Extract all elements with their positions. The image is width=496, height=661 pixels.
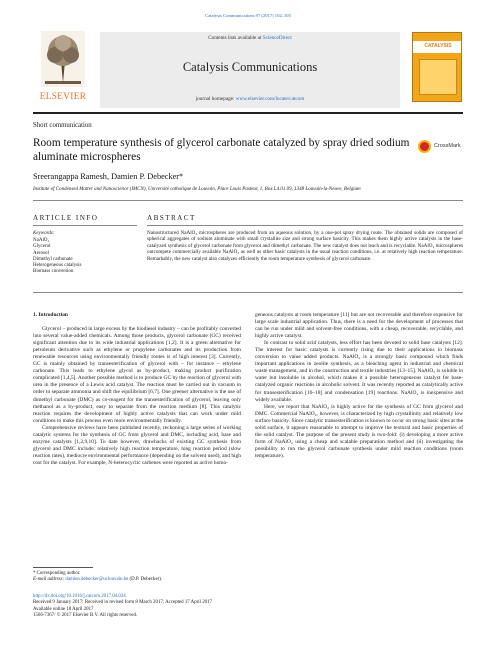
contents-line: Contents lists available at ScienceDirect — [208, 35, 292, 41]
keyword: Biomass conversion — [33, 269, 74, 275]
crossmark-label: CrossMark — [434, 143, 461, 149]
article-info-heading: ARTICLE INFO — [33, 214, 99, 222]
body-paragraph: Comprehensive reviews have been published recently, reckoning a large series of working catalytic systems for the synthesis of GC from glycerol and DMC, including acid, base and enzyme catalysts [1,2,9,10]. To date however, drawbacks of existing GC synthesis from glycerol and DMC include: relatively high reaction temperature, long reaction period (slow reaction rates), mediocre environmental performance (depending on the solvent used), and high cost for the catalyst. For example, N-heterocyclic carbenes were reported as active homo- — [33, 424, 241, 466]
header-rule — [33, 112, 463, 114]
body-column-left — [33, 312, 241, 467]
keyword: Aerosol — [33, 250, 49, 256]
keywords-list — [33, 238, 137, 276]
keyword: Dimethyl carbonate — [33, 256, 73, 262]
doi-link[interactable]: http://dx.doi.org/10.1016/j.catcom.2017.04.034 — [33, 594, 126, 599]
issn-copyright: 1566-7367/ © 2017 Elsevier B.V. All rights reserved. — [33, 612, 138, 618]
abstract-heading: ABSTRACT — [147, 214, 196, 222]
body-column-right — [255, 312, 463, 460]
elsevier-tree-icon — [41, 31, 85, 87]
homepage-link[interactable]: www.elsevier.com/locate/catcom — [235, 96, 305, 102]
email-line: E-mail address: damien.debecker@uclouvain.be (D.P. Debecker). — [33, 577, 163, 583]
footnote-rule — [33, 567, 93, 568]
divider — [33, 200, 463, 201]
body-paragraph: In contrast to solid acid catalysts, less effort has been devoted to solid base catalysts [12]. The interest for basic catalysts is currently rising due to their applications in biomass conversion to value added products. NaAlO₂ is a strongly basic compound which finds important applications in zeolite synthesis, as a bleaching agent in industrial and chemical waste management, and in the construction and textile industries [13–15]. NaAlO₂ is soluble in water but insoluble in alcohol, which makes it a possible heterogeneous catalyst for base-catalyzed organic reactions in alcoholic solvent. It was recently reported as catalytically active for transesterification [16–18] and condensation [19] reactions. NaAlO₂ is inexpensive and widely available. — [255, 340, 463, 403]
affiliation: Institute of Condensed Matter and Nanoscience (IMCN), Université catholique de Louvain, Place Louis Pasteur, 1, Box L4.01.09, 1348 Louvain-la-Neuve, Belgium — [33, 187, 361, 192]
cover-title: CATALYSIS — [424, 43, 452, 49]
elsevier-logo — [33, 27, 93, 107]
body-paragraph: geneous catalysts at room temperature [11] but are not recoverable and therefore expensive for large scale industrial application. Thus, there is a need for the development of processes that can be run under mild and solvent-free conditions, with a cheap, recoverable, recyclable, and highly active catalyst. — [255, 312, 463, 340]
section-heading: 1. Introduction — [33, 312, 68, 318]
publication-info — [33, 594, 333, 619]
divider — [147, 225, 463, 226]
keyword: Heterogeneous catalysis — [33, 263, 82, 269]
body-paragraph: Glycerol – produced in large excess by the biodiesel industry – can be profitably converted into several value-added chemicals. Among those products, glycerol carbonate (GC) received significant attention due to its wide industrial applications [1,2]. It is a green alternative for petroleum derivative such as ethylene or propylene carbonates and its production from renewable resources using environmentally friendly routes is of high interest [3]. Currently, GC is mainly obtained by transesterification of glycerol with – for instance – ethylene carbonate. This leads to ethylene glycol as by-product, making product purification complicated [1,4,5]. Another possible method is to produce GC by the reaction of glycerol with urea in the presence of a Lewis acid catalyst. The reaction must be carried out in vacuum in order to separate ammonia and shift the equilibrium [6,7]. One greener alternative is the use of dimethyl carbonate (DMC) as co-reagent for the transesterification of glycerol, leaving only methanol as a by-product, easy to separate from the reaction medium [8]. This catalytic reaction requires the development of highly active catalysts that can work under mild conditions to make this process even more environmentally friendly. — [33, 326, 241, 424]
journal-title: Catalysis Communications — [182, 60, 318, 74]
elsevier-wordmark: ELSEVIER — [39, 91, 87, 101]
online-date: Available online 18 April 2017 — [33, 606, 94, 612]
authors: Sreerangappa Ramesh, Damien P. Debecker* — [33, 172, 184, 181]
crossmark-badge[interactable] — [418, 140, 464, 154]
journal-homepage: journal homepage: www.elsevier.com/locate/catcom — [195, 96, 305, 102]
received-dates: Received 9 January 2017; Received in revised form 8 March 2017; Accepted 17 April 2017 — [33, 600, 213, 606]
sciencedirect-link[interactable]: ScienceDirect — [262, 35, 292, 41]
divider — [33, 292, 463, 293]
body-paragraph: Here, we report that NaAlO₂ is highly active for the synthesis of GC from glycerol and DMC. Commercial NaAlO₂, however, is characterized by high crystallinity and relatively low surface basicity. Since catalytic transesterification is known to occur on strong basic sites at the solid surface, it appears reasonable to attempt to improve the textural and basic properties of the solid catalyst. The purpose of the present study is two-fold: (i) developing a more active form of NaAlO₂ using a cheap and scalable preparation method and (ii) investigating the possibility to run the glycerol carbonate synthesis under mild reaction conditions (room temperature). — [255, 403, 463, 459]
journal-reference[interactable]: Catalysis Communications 97 (2017) 102–105 — [205, 13, 291, 18]
footnote — [33, 571, 283, 584]
email-link[interactable]: damien.debecker@uclouvain.be — [65, 577, 129, 583]
journal-cover-image — [412, 32, 462, 102]
keyword: NaAlO₂ — [33, 238, 50, 243]
keyword: Glycerol — [33, 244, 51, 250]
article-title: Room temperature synthesis of glycerol carbonate catalyzed by spray dried sodium aluminate microspheres — [33, 137, 410, 163]
abstract-text: Nanostructured NaAlO₂ microspheres are produced from an aqueous solution, by a one-pot spray drying route. The obtained solids are composed of spherical aggregates of sodium aluminate with small crystallite size and strong surface basicity. This makes them highly active catalysts in the base-catalyzed synthesis of glycerol carbonate from glycerol and dimethyl carbonate. The new catalyst does not leach and is recyclable. NaAlO₂ microspheres outcompete commercially available NaAlO₂ as well as other basic catalysts in the usual reaction conditions, i.e. at relatively high reaction temperature. Remarkably, the new catalyst also catalyzes efficiently the room temperature synthesis of glycerol carbonate. — [147, 230, 463, 262]
divider — [33, 225, 137, 226]
corresponding-author-note: * Corresponding author. — [33, 571, 81, 576]
article-type: Short communication — [33, 122, 92, 129]
crossmark-icon — [418, 140, 431, 153]
keywords-label: Keywords: — [33, 231, 55, 236]
